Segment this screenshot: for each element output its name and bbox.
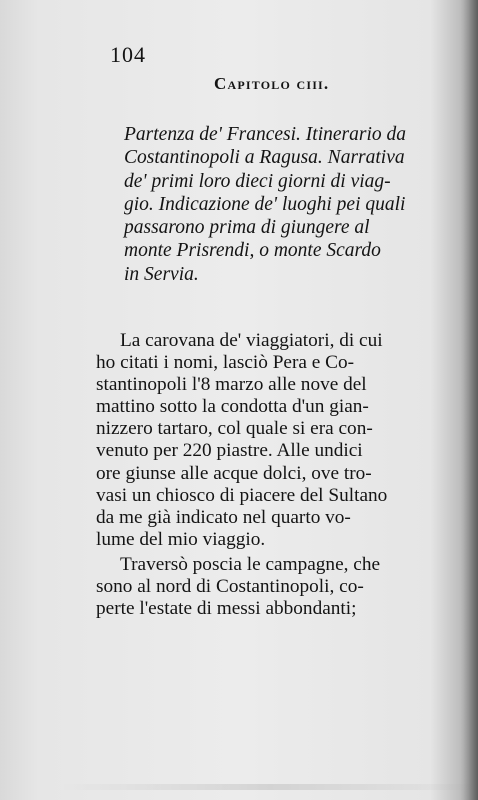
page-footer-texture bbox=[60, 784, 478, 790]
summary-line: in Servia. bbox=[124, 263, 199, 285]
body-line: venuto per 220 piastre. Alle undici bbox=[96, 440, 363, 462]
body-text bbox=[96, 330, 441, 620]
summary-line: gio. Indicazione de' luoghi pei quali bbox=[124, 193, 406, 215]
page-edge-shadow bbox=[460, 0, 478, 800]
body-line: lume del mio viaggio. bbox=[96, 528, 266, 550]
chapter-summary bbox=[124, 123, 454, 286]
summary-line: Costantinopoli a Ragusa. Narrativa bbox=[124, 147, 405, 169]
body-line: perte l'estate di messi abbondanti; bbox=[96, 598, 357, 620]
body-line: ore giunse alle acque dolci, ove tro- bbox=[96, 462, 372, 484]
chapter-title: Capitolo ciii. bbox=[214, 74, 330, 93]
summary-line: Partenza de' Francesi. Itinerario da bbox=[124, 124, 407, 145]
body-line: nizzero tartaro, col quale si era con- bbox=[96, 418, 373, 440]
body-line: ho citati i nomi, lasciò Pera e Co- bbox=[96, 352, 355, 374]
body-line: Traversò poscia le campagne, che bbox=[120, 553, 381, 575]
summary-line: monte Prisrendi, o monte Scardo bbox=[124, 240, 381, 262]
body-line: stantinopoli l'8 marzo alle nove del bbox=[96, 374, 367, 396]
body-line: sono al nord di Costantinopoli, co- bbox=[96, 576, 364, 598]
body-line: La carovana de' viaggiatori, di cui bbox=[120, 330, 383, 351]
page-number: 104 bbox=[110, 42, 146, 67]
body-line: vasi un chiosco di piacere del Sultano bbox=[96, 484, 388, 506]
summary-line: passarono prima di giungere al bbox=[124, 217, 370, 239]
summary-line: de' primi loro dieci giorni di viag- bbox=[124, 170, 391, 192]
body-line: mattino sotto la condotta d'un gian- bbox=[96, 396, 369, 418]
body-line: da me già indicato nel quarto vo- bbox=[96, 506, 351, 528]
